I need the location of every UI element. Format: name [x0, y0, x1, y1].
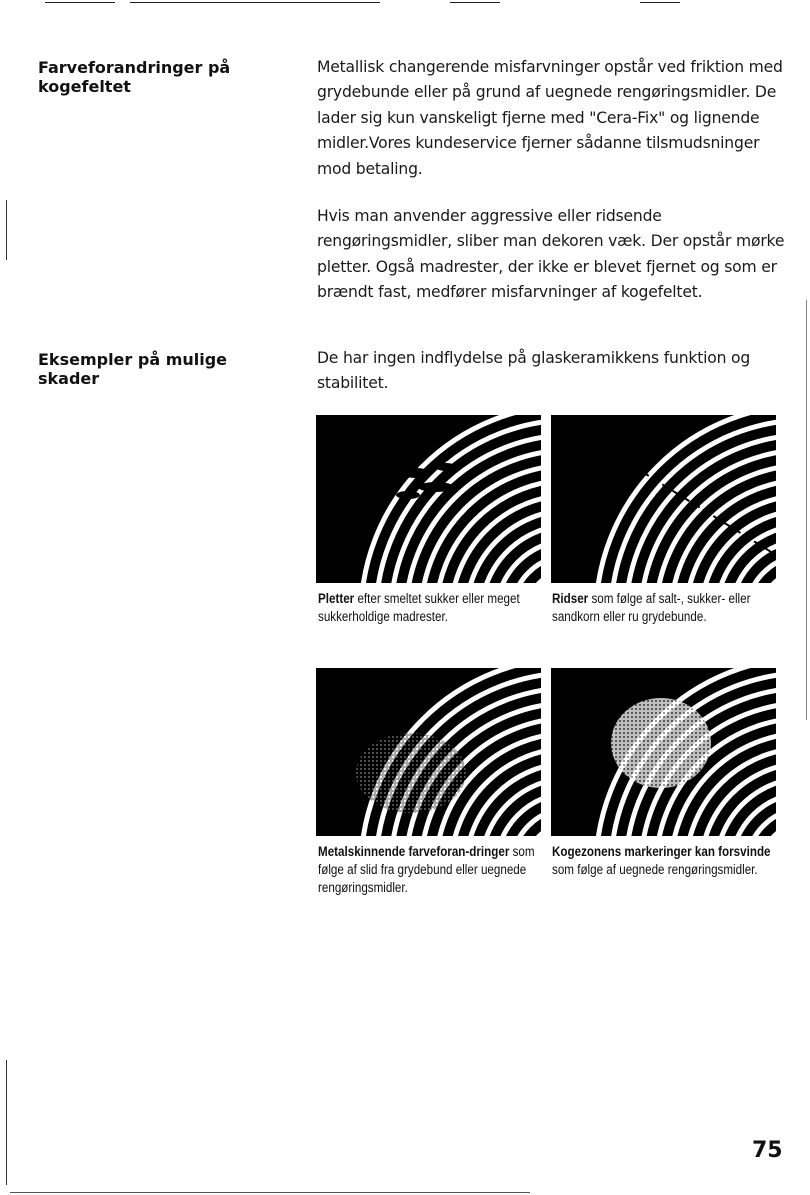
- top-rule-right: [640, 2, 680, 3]
- page-number: 75: [752, 1138, 783, 1163]
- left-margin-line: [6, 1060, 7, 1185]
- caption-ridser: [552, 590, 786, 626]
- top-rule-main: [130, 2, 380, 3]
- scratch-line: [591, 440, 776, 555]
- caption-pletter-text: efter smeltet sukker eller meget sukkerholdige madrester.: [318, 591, 520, 625]
- caption-pletter-bold: Pletter: [318, 591, 355, 607]
- caption-kogezonens: [552, 843, 786, 879]
- caption-kogezonens-bold: Kogezonens markeringer kan forsvinde: [552, 844, 771, 860]
- bottom-rule: [10, 1192, 530, 1193]
- caption-metalskinnende-text: som følge af slid fra grydebund eller uegnede rengøringsmidler.: [318, 844, 535, 896]
- worn-marking-area: [611, 698, 711, 788]
- caption-kogezonens-text: som følge af uegnede rengøringsmidler.: [552, 862, 758, 878]
- top-rule-left: [45, 2, 115, 3]
- caption-metalskinnende-bold: Metalskinnende farveforan-dringer: [318, 844, 510, 860]
- photo-kogezonens: [551, 668, 776, 836]
- right-margin-line: [806, 300, 807, 720]
- photo-ridser: [551, 415, 776, 583]
- burner-rings: [361, 415, 541, 583]
- caption-ridser-bold: Ridser: [552, 591, 589, 607]
- paragraph-aggressive: Hvis man anvender aggressive eller ridsende rengøringsmidler, sliber man dekoren væk. Der opstår mørke pletter. Også madrester, der ikke er blevet fjernet og som er brændt fast, medfører misfarvninger af kogefeltet.: [317, 207, 785, 302]
- paragraph-ingen-indflydelse: De har ingen indflydelse på glaskeramikkens funktion og stabilitet.: [317, 349, 751, 393]
- caption-metalskinnende: [318, 843, 552, 897]
- caption-pletter: [318, 590, 552, 626]
- burner-rings-image: [551, 668, 776, 836]
- burner-rings-image: [316, 668, 541, 836]
- burner-rings-image: [316, 415, 541, 583]
- paragraph-metallisk: Metallisk changerende misfarvninger opstår ved friktion med grydebunde eller på grund af uegnede rengøringsmidler. De lader sig kun vanskeligt fjerne med "Cera-Fix" og lignende midler.Vores kundeservice fjerner sådanne tilsmudsninger mod betaling.: [317, 58, 783, 178]
- heading-farveforandringer: Farveforandringer på kogefeltet: [38, 58, 231, 96]
- heading-eksempler: Eksempler på mulige skader: [38, 350, 228, 388]
- top-rule-mid: [450, 2, 500, 3]
- burner-rings-image: [551, 415, 776, 583]
- photo-metalskinnende: [316, 668, 541, 836]
- left-margin-mark: [6, 200, 7, 260]
- photo-pletter: [316, 415, 541, 583]
- metallic-discoloration: [356, 733, 466, 813]
- caption-ridser-text: som følge af salt-, sukker- eller sandkorn eller ru grydebunde.: [552, 591, 751, 625]
